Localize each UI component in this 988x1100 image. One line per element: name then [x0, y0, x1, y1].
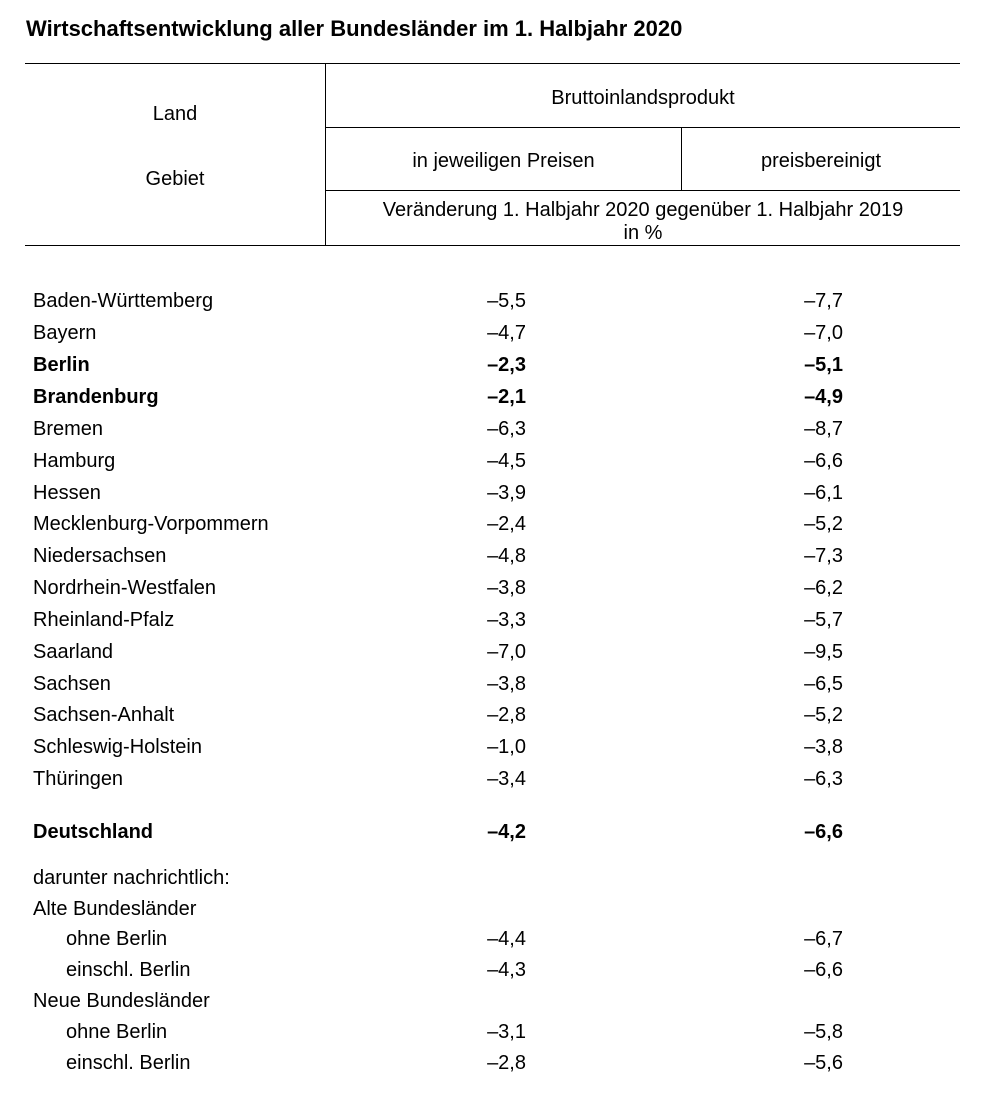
value-jeweilige-preise: –5,5: [487, 290, 526, 312]
table-row: [0, 732, 988, 762]
row-label: Brandenburg: [33, 386, 159, 408]
value-preisbereinigt: –5,8: [804, 1021, 843, 1043]
table-title: Wirtschaftsentwicklung aller Bundesländer im 1. Halbjahr 2020: [26, 16, 683, 41]
value-preisbereinigt: –5,7: [804, 609, 843, 631]
value-jeweilige-preise: –3,8: [487, 673, 526, 695]
subcolumn-underline: [325, 190, 960, 191]
row-label: Nordrhein-Westfalen: [33, 577, 217, 599]
group-underline: [325, 127, 960, 128]
row-label: Berlin: [33, 354, 90, 376]
row-label: ohne Berlin: [66, 1021, 168, 1043]
value-jeweilige-preise: –2,1: [487, 386, 526, 408]
value-preisbereinigt: –3,8: [804, 736, 843, 758]
value-jeweilige-preise: –3,8: [487, 577, 526, 599]
notes-intro-row: [0, 863, 988, 893]
header-bruttoinlandsprodukt: Bruttoinlandsprodukt: [551, 87, 735, 109]
value-jeweilige-preise: –1,0: [487, 736, 526, 758]
header-jeweilige-preise: in jeweiligen Preisen: [412, 150, 595, 172]
value-preisbereinigt: –5,2: [804, 704, 843, 726]
value-jeweilige-preise: –4,8: [487, 545, 526, 567]
value-preisbereinigt: –7,3: [804, 545, 843, 567]
header-gebiet: Gebiet: [145, 168, 205, 190]
row-label: Mecklenburg-Vorpommern: [33, 513, 269, 535]
value-preisbereinigt: –6,3: [804, 768, 843, 790]
table-row: [0, 382, 988, 412]
value-jeweilige-preise: –3,9: [487, 482, 526, 504]
group-row-neue: [0, 986, 988, 1016]
table-row: [0, 541, 988, 571]
table-row: [0, 605, 988, 635]
value-preisbereinigt: –5,2: [804, 513, 843, 535]
table-row: [0, 1017, 988, 1047]
group-label: Alte Bundesländer: [33, 898, 197, 920]
total-row: [0, 817, 988, 847]
value-preisbereinigt: –5,6: [804, 1052, 843, 1074]
table-row: [0, 350, 988, 380]
row-label: Saarland: [33, 641, 114, 663]
value-preisbereinigt: –6,6: [804, 450, 843, 472]
table-row: [0, 1048, 988, 1078]
header-unit-line2: in %: [623, 222, 663, 244]
value-preisbereinigt: –6,1: [804, 482, 843, 504]
table-row: [0, 764, 988, 794]
value-jeweilige-preise: –4,3: [487, 959, 526, 981]
value-jeweilige-preise: –3,4: [487, 768, 526, 790]
row-label: Schleswig-Holstein: [33, 736, 202, 758]
value-jeweilige-preise: –2,8: [487, 704, 526, 726]
header-unit-line1: Veränderung 1. Halbjahr 2020 gegenüber 1. Halbjahr 2019: [382, 199, 904, 221]
value-preisbereinigt: –6,7: [804, 928, 843, 950]
table-row: [0, 955, 988, 985]
value-jeweilige-preise: –2,3: [487, 354, 526, 376]
value-preisbereinigt: –6,5: [804, 673, 843, 695]
value-preisbereinigt: –9,5: [804, 641, 843, 663]
table-row: [0, 924, 988, 954]
table-row: [0, 286, 988, 316]
row-label: Bayern: [33, 322, 97, 344]
row-label: Bremen: [33, 418, 104, 440]
group-label: Neue Bundesländer: [33, 990, 210, 1012]
value-jeweilige-preise: –3,1: [487, 1021, 526, 1043]
table-row: [0, 573, 988, 603]
table-row: [0, 669, 988, 699]
header-top-rule: [25, 63, 960, 64]
row-label: einschl. Berlin: [66, 959, 191, 981]
value-preisbereinigt: –6,6: [804, 821, 843, 843]
header-preisbereinigt: preisbereinigt: [760, 150, 882, 172]
value-preisbereinigt: –8,7: [804, 418, 843, 440]
value-jeweilige-preise: –6,3: [487, 418, 526, 440]
group-row-alte: [0, 894, 988, 924]
value-preisbereinigt: –6,6: [804, 959, 843, 981]
table-row: [0, 700, 988, 730]
table-row: [0, 318, 988, 348]
value-jeweilige-preise: –3,3: [487, 609, 526, 631]
value-jeweilige-preise: –4,2: [487, 821, 526, 843]
row-label: Baden-Württemberg: [33, 290, 214, 312]
header-land: Land: [152, 103, 198, 125]
row-label: Rheinland-Pfalz: [33, 609, 175, 631]
value-jeweilige-preise: –2,4: [487, 513, 526, 535]
value-jeweilige-preise: –4,5: [487, 450, 526, 472]
row-label: Sachsen: [33, 673, 111, 695]
row-label: Thüringen: [33, 768, 124, 790]
table-row: [0, 478, 988, 508]
value-preisbereinigt: –6,2: [804, 577, 843, 599]
value-jeweilige-preise: –2,8: [487, 1052, 526, 1074]
table-row: [0, 414, 988, 444]
row-label: einschl. Berlin: [66, 1052, 191, 1074]
value-jeweilige-preise: –4,4: [487, 928, 526, 950]
row-label: Niedersachsen: [33, 545, 167, 567]
table-row: [0, 509, 988, 539]
row-label: ohne Berlin: [66, 928, 168, 950]
table-row: [0, 637, 988, 667]
value-preisbereinigt: –5,1: [804, 354, 843, 376]
row-label: Hessen: [33, 482, 101, 504]
table-row: [0, 446, 988, 476]
row-label: Hamburg: [33, 450, 116, 472]
value-preisbereinigt: –4,9: [804, 386, 843, 408]
value-preisbereinigt: –7,7: [804, 290, 843, 312]
value-jeweilige-preise: –7,0: [487, 641, 526, 663]
header-bottom-rule: [25, 245, 960, 246]
notes-intro: darunter nachrichtlich:: [33, 867, 230, 889]
row-label: Deutschland: [33, 821, 154, 843]
row-label: Sachsen-Anhalt: [33, 704, 175, 726]
value-jeweilige-preise: –4,7: [487, 322, 526, 344]
value-preisbereinigt: –7,0: [804, 322, 843, 344]
